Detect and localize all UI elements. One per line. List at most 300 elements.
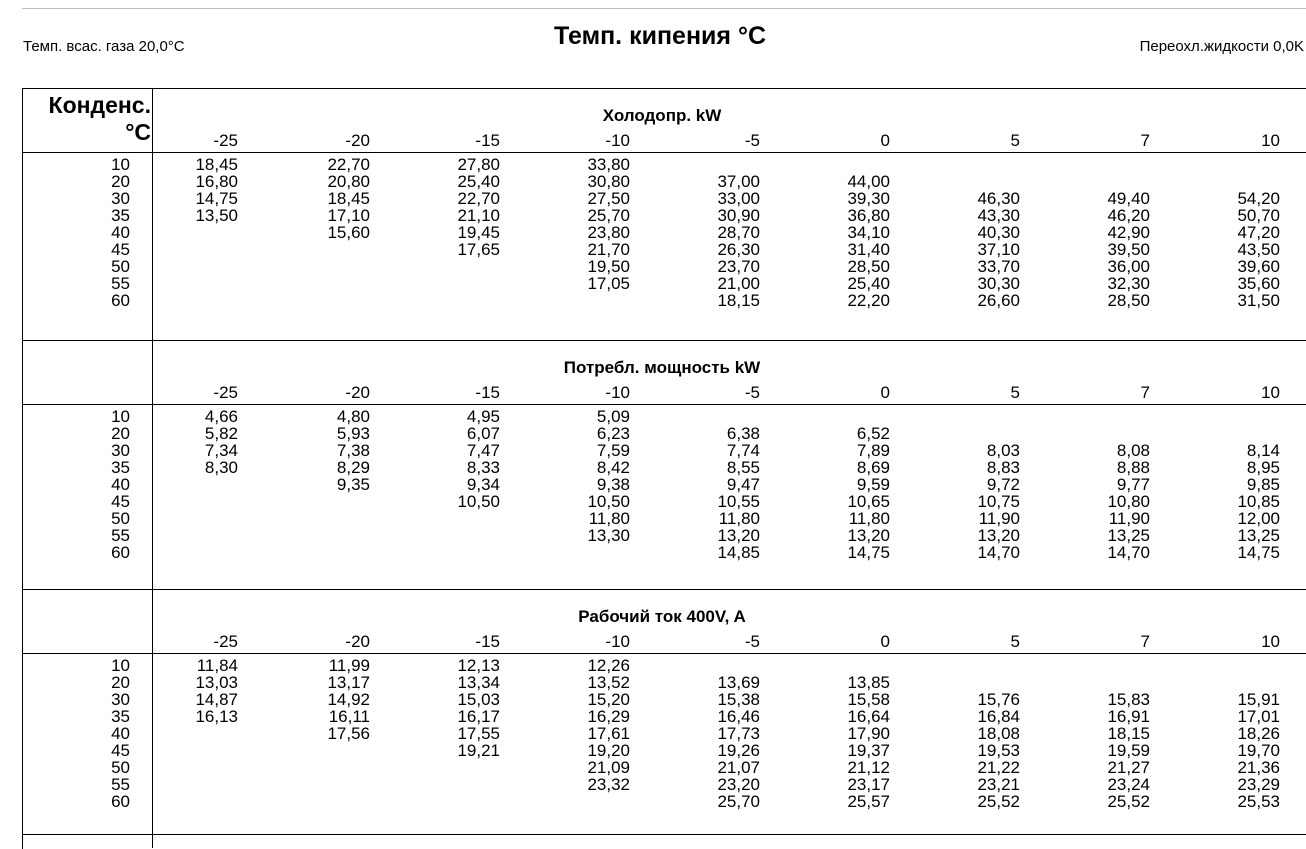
table-cell: 44,00: [847, 172, 890, 191]
table-cell: 17,55: [457, 724, 500, 743]
top-divider: [22, 8, 1306, 9]
condensing-temp-column: [30, 657, 130, 810]
condensing-temp-value: 20: [111, 424, 130, 443]
table-cell: 17,10: [327, 206, 370, 225]
condensing-temp-value: 10: [111, 656, 130, 675]
table-cell: 15,58: [847, 690, 890, 709]
condensing-temp-value: 35: [111, 707, 130, 726]
table-cell: 42,90: [1107, 223, 1150, 242]
condensing-temp-value: 60: [111, 543, 130, 562]
condensing-temp-value: 35: [111, 458, 130, 477]
table-cell: 33,80: [587, 155, 630, 174]
evaporation-temp-header: -25: [213, 632, 238, 651]
table-cell: 9,35: [336, 475, 370, 494]
table-cell: 13,52: [587, 673, 630, 692]
data-column: [680, 657, 760, 810]
table-cell: 18,08: [977, 724, 1020, 743]
table-cell: 11,90: [1108, 509, 1150, 528]
evaporation-temp-header: -5: [744, 632, 760, 651]
evaporation-temp-header: -15: [475, 383, 500, 402]
data-column: [158, 657, 238, 810]
table-cell: 11,84: [196, 656, 238, 675]
table-cell: 11,90: [978, 509, 1020, 528]
table-cell: [680, 408, 760, 425]
table-cell: 8,03: [986, 441, 1020, 460]
evaporation-temp-header: 10: [1261, 632, 1280, 651]
table-cell: 39,60: [1237, 257, 1280, 276]
condensing-temp-value: 50: [111, 257, 130, 276]
condensing-temp-value: 45: [111, 741, 130, 760]
table-cell: 23,32: [587, 775, 630, 794]
table-cell: 19,26: [717, 741, 760, 760]
table-cell: 22,70: [457, 189, 500, 208]
table-cell: 18,15: [717, 291, 760, 310]
table-cell: 12,00: [1237, 509, 1280, 528]
evaporation-temp-header: -20: [345, 632, 370, 651]
table-cell: 6,23: [596, 424, 630, 443]
table-cell: 33,70: [977, 257, 1020, 276]
section-title: Рабочий ток 400V, A: [578, 607, 746, 626]
table-cell: 17,61: [587, 724, 630, 743]
header-separator: [22, 152, 1306, 153]
table-cell: [680, 156, 760, 173]
evaporation-temp-header: -15: [475, 632, 500, 651]
condensing-temp-column: [30, 408, 130, 561]
table-cell: 43,30: [977, 206, 1020, 225]
table-cell: 32,30: [1107, 274, 1150, 293]
table-cell: 13,30: [587, 526, 630, 545]
data-column: [1200, 408, 1280, 561]
table-cell: 7,38: [336, 441, 370, 460]
table-cell: [290, 510, 370, 527]
table-cell: 33,00: [717, 189, 760, 208]
table-cell: 15,60: [327, 223, 370, 242]
evaporation-temp-header: 0: [880, 131, 890, 150]
table-cell: 10,85: [1237, 492, 1280, 511]
table-cell: [158, 275, 238, 292]
table-cell: 14,75: [1237, 543, 1280, 562]
table-cell: 17,65: [457, 240, 500, 259]
table-cell: 13,25: [1107, 526, 1150, 545]
data-column: [420, 156, 500, 309]
table-cell: [158, 776, 238, 793]
table-cell: 25,52: [1107, 792, 1150, 811]
table-cell: 13,85: [847, 673, 890, 692]
table-cell: [158, 725, 238, 742]
condensing-temp-value: 35: [111, 206, 130, 225]
condensing-temp-value: 40: [111, 724, 130, 743]
table-cell: 14,87: [195, 690, 238, 709]
evaporation-temp-header: 7: [1140, 632, 1150, 651]
table-cell: 21,36: [1237, 758, 1280, 777]
data-column: [680, 156, 760, 309]
table-cell: 19,70: [1237, 741, 1280, 760]
table-cell: [158, 759, 238, 776]
table-cell: 15,38: [717, 690, 760, 709]
table-cell: [940, 674, 1020, 691]
table-cell: 25,40: [847, 274, 890, 293]
table-cell: 19,21: [457, 741, 500, 760]
table-cell: 26,60: [977, 291, 1020, 310]
data-column: [550, 408, 630, 561]
evaporation-temp-header: -10: [605, 383, 630, 402]
table-cell: 31,50: [1237, 291, 1280, 310]
table-cell: 9,59: [856, 475, 890, 494]
table-cell: 14,85: [717, 543, 760, 562]
table-cell: [420, 292, 500, 309]
table-cell: 19,45: [457, 223, 500, 242]
table-cell: 17,90: [847, 724, 890, 743]
table-cell: 6,52: [856, 424, 890, 443]
table-cell: 13,69: [717, 673, 760, 692]
table-cell: 27,50: [587, 189, 630, 208]
data-column: [290, 408, 370, 561]
table-cell: 8,30: [204, 458, 238, 477]
evaporation-temp-header: 7: [1140, 131, 1150, 150]
table-cell: 8,29: [336, 458, 370, 477]
table-cell: 23,29: [1237, 775, 1280, 794]
condensing-temp-value: 50: [111, 758, 130, 777]
table-cell: [1070, 408, 1150, 425]
table-cell: 17,01: [1237, 707, 1280, 726]
table-cell: [1070, 674, 1150, 691]
table-cell: 23,17: [847, 775, 890, 794]
table-cell: [1200, 425, 1280, 442]
table-cell: [940, 408, 1020, 425]
table-cell: 35,60: [1237, 274, 1280, 293]
table-cell: [290, 776, 370, 793]
table-cell: 25,57: [847, 792, 890, 811]
table-cell: 46,30: [977, 189, 1020, 208]
table-cell: 25,70: [717, 792, 760, 811]
evaporation-temp-header: 5: [1010, 632, 1020, 651]
table-cell: 21,12: [847, 758, 890, 777]
table-cell: 4,80: [336, 407, 370, 426]
section-divider: [22, 589, 1306, 590]
data-column: [158, 408, 238, 561]
table-cell: 16,64: [847, 707, 890, 726]
condensing-temp-value: 55: [111, 526, 130, 545]
table-cell: 23,24: [1107, 775, 1150, 794]
table-cell: [680, 657, 760, 674]
evaporation-temp-header: -20: [345, 383, 370, 402]
subcooling-label: Переохл.жидкости 0,0K: [1139, 38, 1304, 55]
evaporation-temp-header: -5: [744, 131, 760, 150]
table-cell: 40,30: [977, 223, 1020, 242]
table-cell: [158, 742, 238, 759]
table-cell: 12,13: [457, 656, 500, 675]
table-cell: 13,17: [327, 673, 370, 692]
table-cell: 37,10: [977, 240, 1020, 259]
table-cell: 16,84: [977, 707, 1020, 726]
table-cell: 30,90: [717, 206, 760, 225]
table-cell: 5,93: [336, 424, 370, 443]
table-cell: 39,30: [847, 189, 890, 208]
table-cell: 31,40: [847, 240, 890, 259]
table-cell: [290, 275, 370, 292]
evaporation-temp-header: 10: [1261, 383, 1280, 402]
table-cell: [1200, 173, 1280, 190]
table-cell: [158, 241, 238, 258]
table-cell: 21,00: [717, 274, 760, 293]
table-cell: 13,34: [457, 673, 500, 692]
table-cell: 15,76: [977, 690, 1020, 709]
table-cell: [810, 657, 890, 674]
table-cell: 10,65: [847, 492, 890, 511]
table-cell: 12,26: [587, 656, 630, 675]
table-cell: 28,70: [717, 223, 760, 242]
section-divider: [22, 834, 1306, 835]
table-cell: 28,50: [1107, 291, 1150, 310]
table-cell: 7,59: [596, 441, 630, 460]
table-cell: [158, 527, 238, 544]
evaporation-temp-header: 10: [1261, 131, 1280, 150]
table-cell: [158, 258, 238, 275]
table-cell: 15,20: [587, 690, 630, 709]
table-cell: 13,03: [195, 673, 238, 692]
table-cell: 11,80: [588, 509, 630, 528]
table-cell: [940, 173, 1020, 190]
condensing-temp-value: 60: [111, 792, 130, 811]
table-cell: 15,91: [1237, 690, 1280, 709]
evaporation-temp-header: 7: [1140, 383, 1150, 402]
data-column: [680, 408, 760, 561]
table-cell: 7,47: [466, 441, 500, 460]
table-cell: 25,52: [977, 792, 1020, 811]
table-cell: [940, 425, 1020, 442]
data-column: [940, 408, 1020, 561]
data-column: [550, 657, 630, 810]
table-cell: [1070, 156, 1150, 173]
table-cell: [420, 759, 500, 776]
table-cell: 14,92: [327, 690, 370, 709]
table-cell: 30,30: [977, 274, 1020, 293]
table-cell: 8,14: [1246, 441, 1280, 460]
table-cell: [420, 258, 500, 275]
table-cell: 16,17: [457, 707, 500, 726]
table-cell: 19,59: [1107, 741, 1150, 760]
data-column: [550, 156, 630, 309]
table-cell: [810, 156, 890, 173]
table-cell: 18,45: [327, 189, 370, 208]
table-cell: [290, 793, 370, 810]
table-cell: 14,75: [847, 543, 890, 562]
table-cell: [290, 241, 370, 258]
table-cell: [290, 544, 370, 561]
data-column: [810, 156, 890, 309]
table-cell: 8,88: [1116, 458, 1150, 477]
table-cell: 8,08: [1116, 441, 1150, 460]
data-column: [420, 408, 500, 561]
table-cell: [1070, 657, 1150, 674]
table-cell: 17,05: [587, 274, 630, 293]
table-cell: 19,50: [587, 257, 630, 276]
table-cell: [158, 476, 238, 493]
table-cell: [420, 776, 500, 793]
table-cell: 16,91: [1107, 707, 1150, 726]
table-cell: 54,20: [1237, 189, 1280, 208]
table-cell: 11,80: [718, 509, 760, 528]
table-cell: 23,21: [977, 775, 1020, 794]
data-column: [1200, 156, 1280, 309]
table-cell: 11,80: [848, 509, 890, 528]
evaporation-temp-header: 0: [880, 632, 890, 651]
table-cell: 10,50: [457, 492, 500, 511]
table-cell: 25,70: [587, 206, 630, 225]
table-cell: 18,26: [1237, 724, 1280, 743]
table-cell: 4,95: [466, 407, 500, 426]
table-cell: 5,09: [596, 407, 630, 426]
table-cell: [158, 510, 238, 527]
table-cell: 7,74: [726, 441, 760, 460]
table-cell: 13,50: [195, 206, 238, 225]
table-cell: 8,33: [466, 458, 500, 477]
table-cell: 21,09: [587, 758, 630, 777]
data-column: [290, 156, 370, 309]
evaporation-temp-header: -5: [744, 383, 760, 402]
data-column: [290, 657, 370, 810]
table-cell: [420, 510, 500, 527]
table-cell: [290, 527, 370, 544]
table-cell: 16,29: [587, 707, 630, 726]
table-cell: 5,82: [204, 424, 238, 443]
table-cell: [940, 657, 1020, 674]
table-cell: 13,20: [847, 526, 890, 545]
table-cell: 15,03: [457, 690, 500, 709]
table-cell: [1070, 425, 1150, 442]
data-column: [810, 657, 890, 810]
condensing-temp-value: 20: [111, 172, 130, 191]
table-cell: [550, 544, 630, 561]
table-cell: [420, 527, 500, 544]
table-cell: 13,20: [977, 526, 1020, 545]
table-cell: [1200, 408, 1280, 425]
table-cell: 15,83: [1107, 690, 1150, 709]
table-cell: [810, 408, 890, 425]
table-cell: [158, 292, 238, 309]
table-cell: 22,70: [327, 155, 370, 174]
table-cell: 6,07: [466, 424, 500, 443]
table-cell: 34,10: [847, 223, 890, 242]
header-separator: [22, 404, 1306, 405]
table-cell: 19,53: [977, 741, 1020, 760]
table-cell: 16,46: [717, 707, 760, 726]
condensing-temp-value: 30: [111, 189, 130, 208]
table-cell: 13,25: [1237, 526, 1280, 545]
table-cell: [158, 493, 238, 510]
table-cell: 17,56: [327, 724, 370, 743]
table-cell: 46,20: [1107, 206, 1150, 225]
table-cell: 8,69: [856, 458, 890, 477]
condensing-temp-value: 55: [111, 775, 130, 794]
table-cell: [290, 742, 370, 759]
condensing-temp-value: 45: [111, 240, 130, 259]
table-cell: 21,07: [717, 758, 760, 777]
table-cell: [290, 493, 370, 510]
table-cell: 9,72: [986, 475, 1020, 494]
table-cell: 20,80: [327, 172, 370, 191]
table-cell: 10,80: [1107, 492, 1150, 511]
table-cell: 23,80: [587, 223, 630, 242]
table-cell: 17,73: [717, 724, 760, 743]
section-title: Потребл. мощность kW: [563, 358, 761, 377]
condensing-temp-value: 40: [111, 223, 130, 242]
table-cell: 9,47: [726, 475, 760, 494]
evaporation-temp-header: -20: [345, 131, 370, 150]
data-column: [420, 657, 500, 810]
data-column: [810, 408, 890, 561]
table-cell: 11,99: [328, 656, 370, 675]
condensing-temp-value: 55: [111, 274, 130, 293]
section-title: Холодопр. kW: [602, 106, 722, 125]
table-cell: [290, 292, 370, 309]
table-cell: [158, 793, 238, 810]
condensing-temp-value: 60: [111, 291, 130, 310]
row-header-divider: [152, 88, 153, 848]
table-cell: 13,20: [717, 526, 760, 545]
table-cell: [290, 759, 370, 776]
table-cell: 25,53: [1237, 792, 1280, 811]
condensing-temp-label: Конденс.: [48, 92, 151, 118]
table-cell: 39,50: [1107, 240, 1150, 259]
table-cell: 30,80: [587, 172, 630, 191]
condensing-temp-value: 40: [111, 475, 130, 494]
condensing-temp-value: 10: [111, 407, 130, 426]
evaporation-temp-header: 5: [1010, 383, 1020, 402]
table-cell: [420, 793, 500, 810]
table-cell: 16,80: [195, 172, 238, 191]
table-cell: [1200, 674, 1280, 691]
table-cell: [550, 793, 630, 810]
condensing-temp-column: [30, 156, 130, 309]
evaporation-temp-header: -25: [213, 383, 238, 402]
table-cell: 28,50: [847, 257, 890, 276]
table-cell: 4,66: [204, 407, 238, 426]
table-cell: 16,13: [195, 707, 238, 726]
table-cell: 47,20: [1237, 223, 1280, 242]
table-cell: [1200, 156, 1280, 173]
table-cell: 19,37: [847, 741, 890, 760]
table-cell: [420, 275, 500, 292]
table-cell: 8,55: [726, 458, 760, 477]
table-cell: 27,80: [457, 155, 500, 174]
table-cell: 19,20: [587, 741, 630, 760]
table-cell: [290, 258, 370, 275]
table-cell: [550, 292, 630, 309]
table-cell: 14,70: [977, 543, 1020, 562]
table-cell: 49,40: [1107, 189, 1150, 208]
data-column: [1070, 657, 1150, 810]
table-cell: 18,15: [1107, 724, 1150, 743]
table-cell: 43,50: [1237, 240, 1280, 259]
table-cell: 22,20: [847, 291, 890, 310]
condensing-temp-value: 20: [111, 673, 130, 692]
data-column: [940, 156, 1020, 309]
table-cell: 21,70: [587, 240, 630, 259]
table-cell: 9,77: [1116, 475, 1150, 494]
table-cell: 9,34: [466, 475, 500, 494]
condensing-temp-value: 30: [111, 441, 130, 460]
table-cell: 14,75: [195, 189, 238, 208]
table-cell: 10,50: [587, 492, 630, 511]
condensing-temp-header: [6, 92, 151, 146]
table-cell: 23,20: [717, 775, 760, 794]
data-column: [1070, 408, 1150, 561]
table-cell: 26,30: [717, 240, 760, 259]
table-cell: 8,42: [596, 458, 630, 477]
condensing-temp-value: 30: [111, 690, 130, 709]
condensing-temp-value: 10: [111, 155, 130, 174]
